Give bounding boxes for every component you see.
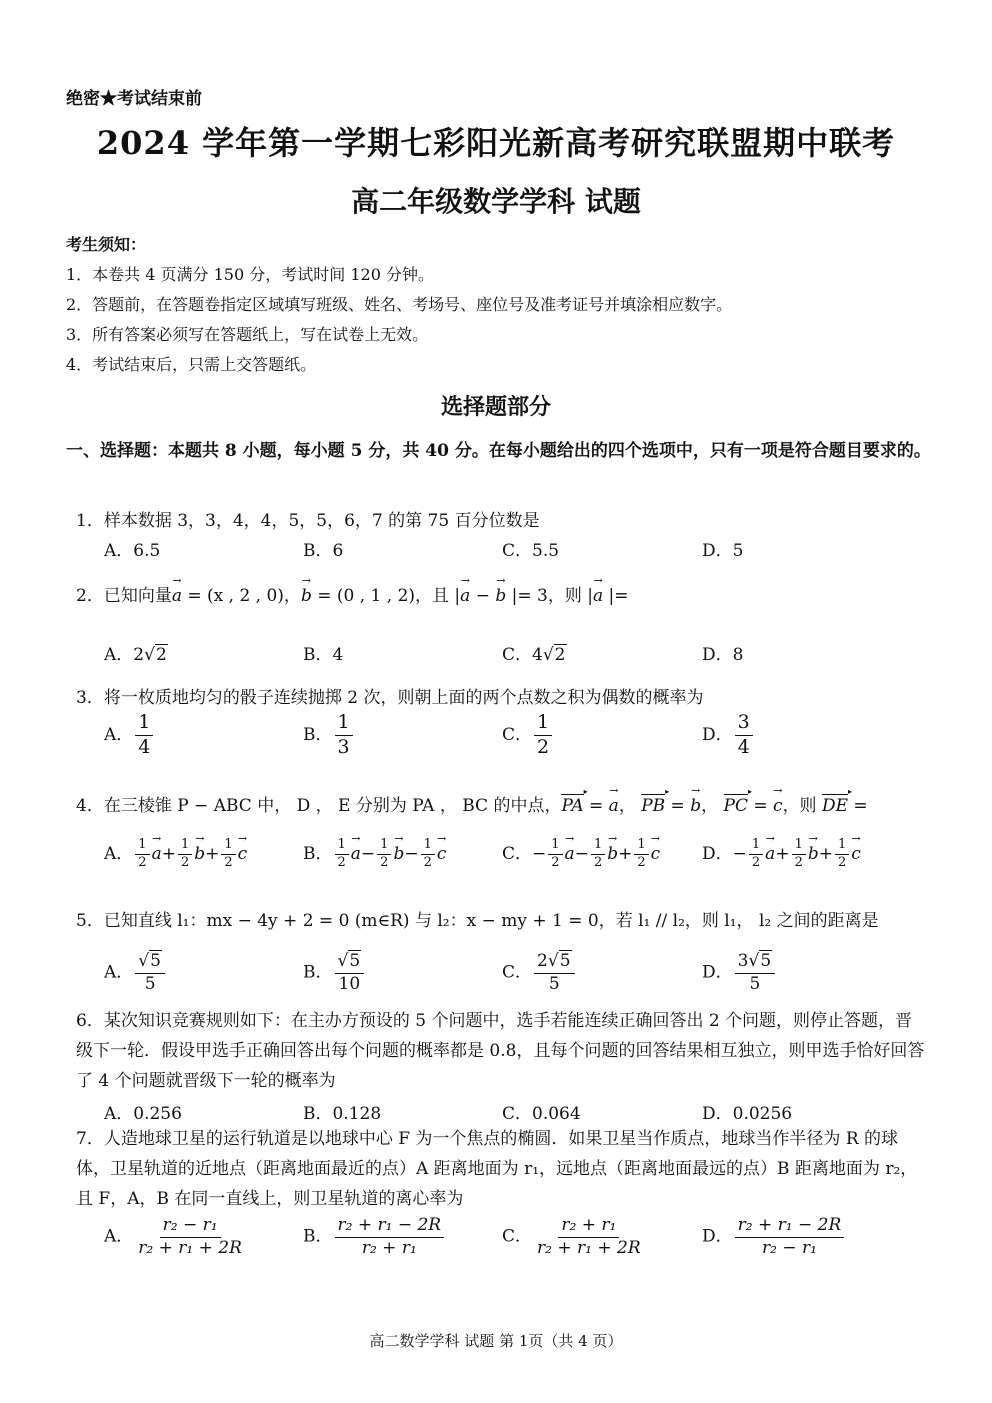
q2-option-a: A．2√2 [104,645,167,665]
vector-a: → a [172,586,182,606]
q5-option-d: D． $\frac{3√5}{5}$ [702,952,777,994]
q1-option-d: D．5 [702,541,744,561]
notice-item: 1．本卷共 4 页满分 150 分，考试时间 120 分钟。 [66,265,434,284]
q1-option-c: C．5.5 [502,541,560,561]
q2-a-value: = (x , 2 , 0)， [181,586,301,606]
q7-option-a: A． $\frac{\text{r₂ − r₁}}{\text{r₂ + r₁ + 2R}}$ [104,1215,242,1258]
q2-option-d: D．8 [702,645,744,665]
section-title: 选择题部分 [440,394,551,420]
notice-item: 2．答题前，在答题卷指定区域填写班级、姓名、考场号、座位号及准考证号并填涂相应数字。 [66,295,733,314]
q2-option-c: C．4√2 [502,645,566,665]
q4-option-b: B． $\frac{1}{2}$ → a− $\frac{1}{2}$ → b− $\frac{1}{2}$ → c [303,838,446,871]
q6-option-c: C．0.064 [502,1104,581,1124]
vector-b: → b [301,586,312,606]
question-3-stem: 3．将一枚质地均匀的骰子连续抛掷 2 次，则朝上面的两个点数之积为偶数的概率为 [76,688,704,708]
q2-eq3: |= 3，则 | [506,586,593,606]
q3-option-a: A． $\frac{1}{4}$ [104,712,155,759]
q2-option-b: B．4 [303,645,344,665]
q5-option-c: C． $\frac{2√5}{5}$ [502,952,577,994]
q3-option-d: D． $\frac{3}{4}$ [702,712,755,759]
q3-option-b: B． $\frac{1}{3}$ [303,712,355,759]
notice-heading: 考生须知： [66,235,147,254]
q4-option-c: C．− $\frac{1}{2}$ → a− $\frac{1}{2}$ → b+ $\frac{1}{2}$ → c [502,838,660,871]
part-heading: 一、选择题：本题共 8 小题，每小题 5 分，共 40 分。在每小题给出的四个选项中，只有一项是符合题目要求的。 [66,441,931,461]
q1-option-b: B．6 [303,541,344,561]
q7-option-d: D． $\frac{\text{r₂ + r₁ − 2R}}{\text{r₂ − r₁}}$ [702,1216,846,1258]
vector-a: → a [460,586,470,606]
notice-item: 4．考试结束后，只需上交答题纸。 [66,355,317,374]
q7-option-c: C． $\frac{\text{r₂ + r₁}}{\text{r₂ + r₁ + 2R}}$ [502,1215,641,1258]
sqrt-symbol: √2 [144,645,167,665]
notice-item: 3．所有答案必须写在答题纸上，写在试卷上无效。 [66,325,429,344]
q4-option-d: D．− $\frac{1}{2}$ → a+ $\frac{1}{2}$ → b+ $\frac{1}{2}$ → c [702,838,861,871]
question-2-stem [76,581,629,606]
exam-subtitle: 高二年级数学学科 试题 [351,185,641,218]
q5-option-b: B． $\frac{√5}{10}$ [303,952,366,994]
exam-title: 2024 学年第一学期七彩阳光新高考研究联盟期中联考 [96,124,896,162]
sqrt-symbol: √2 [542,645,566,665]
q7-option-b: B． $\frac{\text{r₂ + r₁ − 2R}}{\text{r₂ + r₁}}$ [303,1216,446,1258]
vector-b: → b [495,586,506,606]
q1-option-a: A．6.5 [104,541,161,561]
question-1-stem: 1．样本数据 3，3，4，4，5，5，6，7 的第 75 百分位数是 [76,511,540,531]
q2-minus: − [470,586,496,606]
q6-option-d: D．0.0256 [702,1104,793,1124]
page-footer: 高二数学学科 试题 第 1页（共 4 页） [369,1332,623,1350]
question-5-stem: 5．已知直线 l₁：mx − 4y + 2 = 0 (m∈R) 与 l₂：x − my + 1 = 0，若 l₁ // l₂，则 l₁， l₂ 之间的距离是 [76,911,879,931]
question-6-stem: 6．某次知识竞赛规则如下：在主办方预设的 5 个问题中，选手若能连续正确回答出 2 个问题，则停止答题，晋级下一轮．假设甲选手正确回答出每个问题的概率都是 0.8，且每个问题的回答结果相互独立，则甲选手恰好回答了 4 个问题就晋级下一轮的概率为 [76,1011,925,1091]
q3-option-c: C． $\frac{1}{2}$ [502,712,554,759]
vector-a: → a [593,586,603,606]
q2-end: |= [603,586,629,606]
q4-option-a: A． $\frac{1}{2}$ → a+ $\frac{1}{2}$ → b+ $\frac{1}{2}$ → c [104,838,247,871]
q2-lead: 2．已知向量 [76,586,172,606]
question-4-stem: 4．在三棱锥 P − ABC 中， D ， E 分别为 PA ， BC 的中点，PA ▸ = → a， PB ▸ = → b， PC ▸ = → c，则 DE ▸ = [76,791,868,816]
q6-option-b: B．0.128 [303,1104,382,1124]
question-7-stem: 7．人造地球卫星的运行轨道是以地球中心 F 为一个焦点的椭圆．如果卫星当作质点，地球当作半径为 R 的球体，卫星轨道的近地点（距离地面最近的点）A 距离地面为 r₁，远地点（距离地面最远的点）B 距离地面为 r₂，且 F，A，B 在同一直线上，则卫星轨道的离心率为 [76,1129,918,1209]
q6-option-a: A．0.256 [104,1104,182,1124]
q2-b-value: = (0 , 1 , 2)，且 | [311,586,461,606]
q5-option-a: A． $\frac{√5}{5}$ [104,952,167,994]
secret-label: 绝密★考试结束前 [66,89,202,109]
